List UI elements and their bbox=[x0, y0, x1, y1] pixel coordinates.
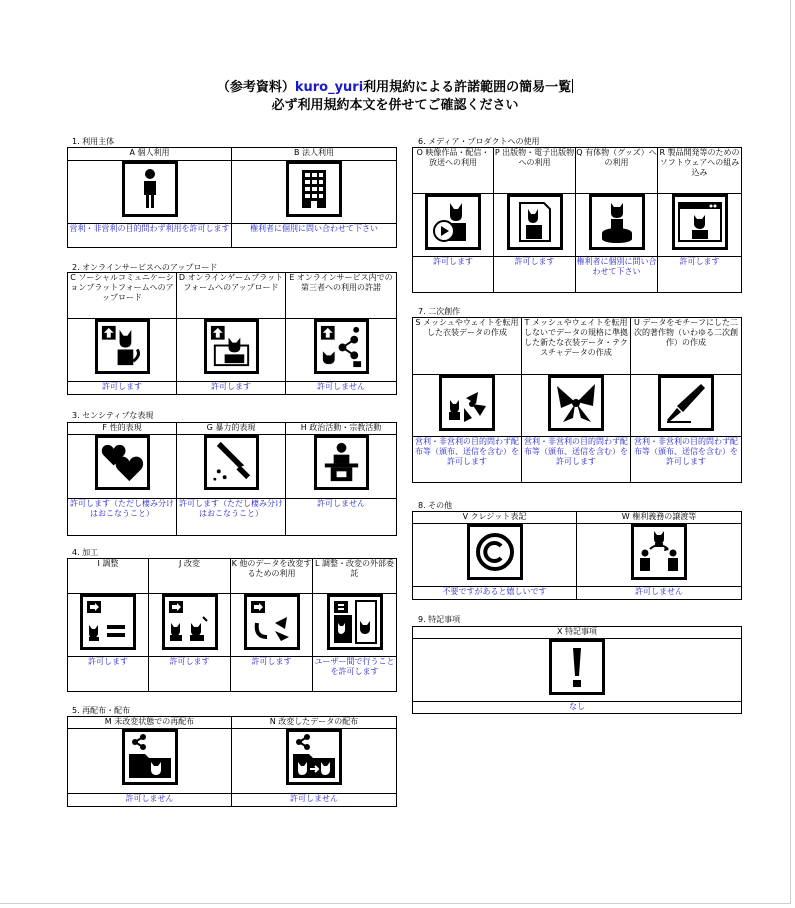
item-result: 営利・非営利の目的問わず配布等（頒布、送信を含む）を許可します bbox=[413, 437, 522, 483]
item-result: 許可します bbox=[231, 657, 313, 692]
hearts-icon bbox=[95, 435, 150, 490]
outsource-icon bbox=[327, 594, 383, 650]
item-header: F 性的表現 bbox=[68, 423, 177, 435]
section-table bbox=[67, 716, 397, 807]
item-result: 権利者に個別に問い合わせて下さい bbox=[232, 224, 397, 248]
section-table bbox=[412, 511, 742, 600]
item-result: 許可します bbox=[177, 382, 286, 395]
item-result: 許可します bbox=[494, 257, 576, 293]
section-table bbox=[67, 272, 397, 395]
section-label: 7. 二次創作 bbox=[418, 307, 461, 316]
item-result: 許可します bbox=[658, 257, 742, 293]
section-label: 3. センシティブな表現 bbox=[72, 411, 154, 420]
section-table bbox=[412, 147, 742, 293]
item-result: 許可しません bbox=[286, 499, 397, 536]
item-header: C ソーシャルコミュニケーションプラットフォームへのアップロード bbox=[68, 273, 177, 319]
video-icon bbox=[425, 194, 481, 250]
item-header: A 個人利用 bbox=[68, 148, 232, 161]
section-label: 9. 特記事項 bbox=[418, 615, 461, 624]
knife-icon bbox=[204, 435, 259, 490]
item-header: Q 有体物（グッズ）への利用 bbox=[576, 148, 658, 194]
item-header: S メッシュやウェイトを転用した衣装データの作成 bbox=[413, 318, 522, 375]
item-header: W 権利義務の譲渡等 bbox=[577, 512, 742, 524]
section-table bbox=[412, 317, 742, 483]
item-result: 営利・非営利の目的問わず配布等（頒布、送信を含む）を許可します bbox=[631, 437, 742, 483]
ribbon-icon bbox=[548, 375, 604, 431]
section-label: 1. 利用主体 bbox=[72, 137, 115, 146]
item-header: O 映像作品・配信・放送への利用 bbox=[413, 148, 494, 194]
pen-nib-icon bbox=[658, 375, 714, 431]
item-header: L 調整・改変の外部委託 bbox=[313, 559, 397, 594]
use-for-modify-icon bbox=[244, 594, 300, 650]
section-label: 6. メディア・プロダクトへの使用 bbox=[418, 137, 540, 146]
section-table bbox=[67, 558, 397, 692]
item-header: B 法人利用 bbox=[232, 148, 397, 161]
distribute-modified-icon bbox=[286, 729, 342, 785]
item-header: U データをモチーフにした二次的著作物（いわゆる二次創作）の作成 bbox=[631, 318, 742, 375]
item-result: 許可します bbox=[149, 657, 231, 692]
item-header: M 未改変状態での再配布 bbox=[68, 717, 232, 729]
text-caret bbox=[572, 79, 573, 93]
item-header: T メッシュやウェイトを転用しないでデータの規格に準拠した新たな衣装データ・テクスチャデータの作成 bbox=[522, 318, 631, 375]
redistribute-icon bbox=[122, 729, 178, 785]
page-title: （参考資料）kuro_yuri利用規約による許諾範囲の簡易一覧 bbox=[216, 80, 572, 95]
software-icon bbox=[672, 194, 728, 250]
item-header: N 改変したデータの配布 bbox=[232, 717, 397, 729]
share-third-party-icon bbox=[314, 319, 369, 374]
item-header: R 製品開発等のためのソフトウェアへの組み込み bbox=[658, 148, 742, 194]
item-result: 営利・非営利の目的問わず配布等（頒布、送信を含む）を許可します bbox=[522, 437, 631, 483]
transfer-icon bbox=[631, 524, 687, 580]
podium-icon bbox=[314, 435, 369, 490]
costume-icon bbox=[439, 375, 495, 431]
upload-game-icon bbox=[204, 319, 259, 374]
item-result: 許可します bbox=[68, 382, 177, 395]
section-label: 4. 加工 bbox=[72, 548, 99, 557]
item-result: ユーザー間で行うことを許可します bbox=[313, 657, 397, 692]
item-header: G 暴力的表現 bbox=[177, 423, 286, 435]
item-result: 許可します bbox=[68, 657, 149, 692]
goods-icon bbox=[589, 194, 645, 250]
section-table bbox=[67, 422, 397, 536]
item-result: 許可しません bbox=[286, 382, 397, 395]
item-result: 許可します bbox=[413, 257, 494, 293]
section-table bbox=[67, 147, 397, 248]
upload-sns-icon bbox=[95, 319, 150, 374]
item-result: 許可します（ただし棲み分けはおこなうこと） bbox=[68, 499, 177, 536]
item-result: 不要ですがあると嬉しいです bbox=[413, 587, 577, 600]
item-header: J 改変 bbox=[149, 559, 231, 594]
item-header: K 他のデータを改変するための利用 bbox=[231, 559, 313, 594]
section-table bbox=[412, 626, 742, 714]
author-link[interactable]: kuro_yuri bbox=[294, 80, 364, 95]
section-label: 5. 再配布・配布 bbox=[72, 706, 131, 715]
item-header: D オンラインゲームプラットフォームへのアップロード bbox=[177, 273, 286, 319]
item-header: X 特記事項 bbox=[413, 627, 742, 639]
item-result: 許可しません bbox=[577, 587, 742, 600]
person-icon bbox=[122, 161, 178, 217]
publication-icon bbox=[507, 194, 563, 250]
item-header: P 出版物・電子出版物への利用 bbox=[494, 148, 576, 194]
page-subtitle: 必ず利用規約本文を併せてご確認ください bbox=[271, 98, 519, 113]
item-result: 権利者に個別に問い合わせて下さい bbox=[576, 257, 658, 293]
section-label: 8. その他 bbox=[418, 501, 453, 510]
item-result: 許可しません bbox=[232, 794, 397, 807]
item-header: E オンラインサービス内での第三者への利用の許諾 bbox=[286, 273, 397, 319]
item-header: V クレジット表記 bbox=[413, 512, 577, 524]
exclamation-icon bbox=[549, 639, 605, 695]
item-header: H 政治活動・宗教活動 bbox=[286, 423, 397, 435]
item-header: I 調整 bbox=[68, 559, 149, 594]
item-result: 営利・非営利の目的問わず利用を許可します bbox=[68, 224, 232, 248]
modify-icon bbox=[162, 594, 218, 650]
item-result: なし bbox=[413, 702, 742, 714]
copyright-icon bbox=[467, 524, 523, 580]
building-icon bbox=[286, 161, 342, 217]
item-result: 許可します（ただし棲み分けはおこなうこと） bbox=[177, 499, 286, 536]
adjust-icon bbox=[80, 594, 136, 650]
item-result: 許可しません bbox=[68, 794, 232, 807]
section-label: 2. オンラインサービスへのアップロード bbox=[72, 263, 218, 272]
